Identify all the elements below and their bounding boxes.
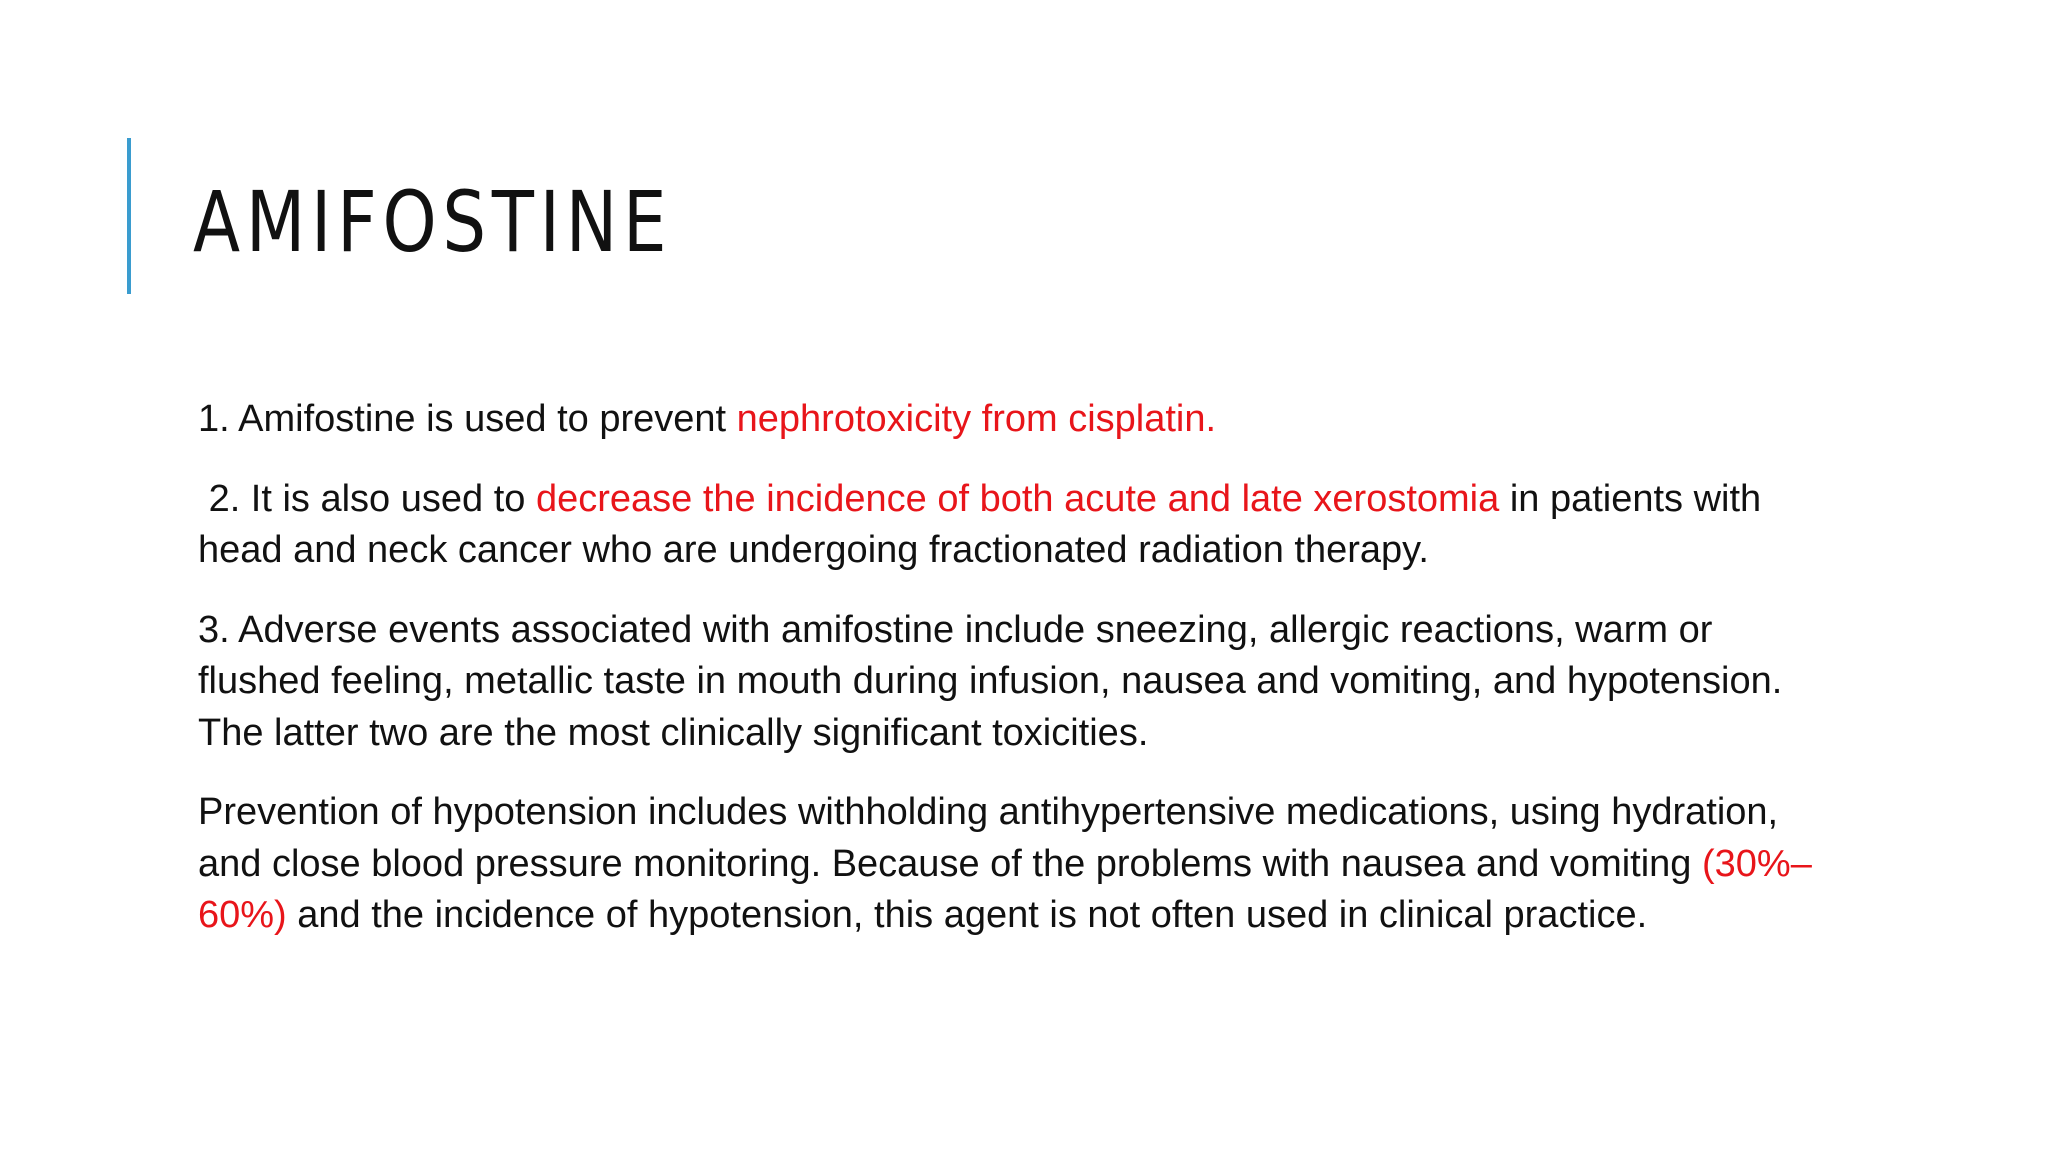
paragraph-2-highlight: decrease the incidence of both acute and late xerostomia (535, 477, 1500, 520)
paragraph-2-tail: in patients with head and neck cancer who are undergoing fractionated radiation therapy. (198, 477, 1762, 571)
paragraph-4-text: Prevention of hypotension includes withholding antihypertensive medications, using hydration, and close blood pressure monitoring. Because of the problems with nausea and vomiting (198, 791, 1779, 885)
paragraph-4-tail: and the incidence of hypotension, this agent is not often used in clinical practice. (286, 894, 1648, 936)
paragraph-3-text: 3. Adverse events associated with amifostine include sneezing, allergic reactions, warm or flushed feeling, metallic taste in mouth during infusion, nausea and vomiting, and hypotension. The latter two are the most clinically significant toxicities. (198, 608, 1783, 754)
paragraph-1 (198, 394, 1838, 446)
paragraph-4 (198, 787, 1838, 942)
title-accent-bar (127, 138, 131, 294)
slide-body (198, 394, 1838, 970)
paragraph-2-text: 2. It is also used to (198, 477, 536, 520)
paragraph-3 (198, 605, 1838, 760)
paragraph-1-text: 1. Amifostine is used to prevent (198, 398, 737, 440)
slide-title: AMIFOSTINE (193, 173, 673, 271)
paragraph-1-highlight: nephrotoxicity from cisplatin. (736, 398, 1217, 440)
paragraph-4-highlight: (30%–60%) (198, 842, 1812, 936)
paragraph-2 (198, 474, 1838, 577)
